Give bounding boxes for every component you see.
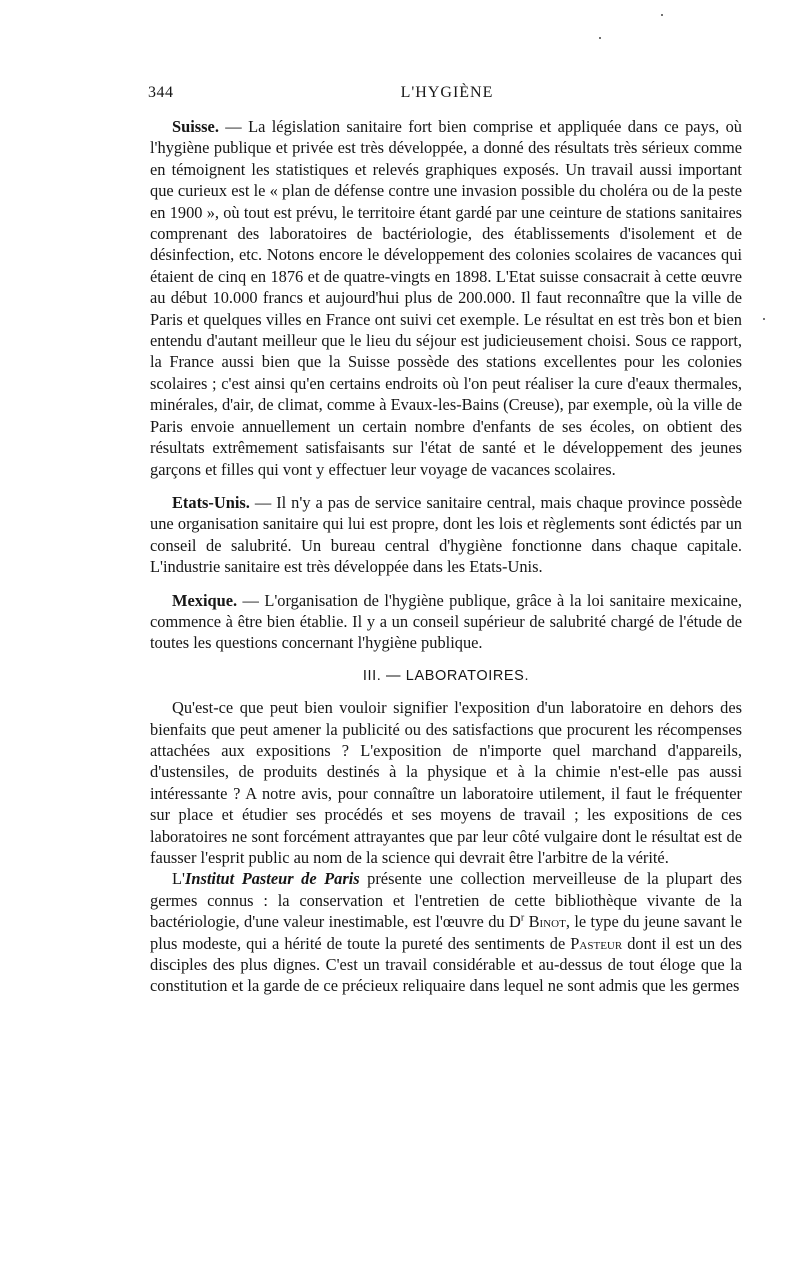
paragraph-text: , le type du jeune savant le plus modeste, qui a hérité de toute la pureté des sentiments de	[150, 912, 742, 953]
page-number: 344	[148, 84, 174, 101]
section-heading: III. — LABORATOIRES.	[362, 667, 530, 684]
country-heading-suisse: Suisse.	[172, 117, 219, 136]
superscript: r	[520, 912, 525, 924]
body-text	[150, 116, 742, 997]
print-speck	[763, 318, 765, 320]
paragraph-suisse	[150, 116, 742, 480]
country-heading-etats-unis: Etats-Unis.	[172, 492, 250, 512]
country-heading-mexique: Mexique.	[172, 590, 238, 610]
paragraph-text: — Il n'y a pas de service sanitaire central, mais chaque province possède une organisation sanitaire qui lui est propre, dont les lois et règlements sont édictés par un conseil de salubrité. Un bureau central d'hygiène fonctionne dans chaque capitale. L'industrie sanitaire est très développée dans les Etats-Unis.	[150, 492, 742, 577]
paragraph-text: dont il est un des disciples des plus dignes. C'est un travail considérable et au-dessus de tout éloge que la constitution et la garde de ce précieux reliquaire dans lequel ne sont admis que les germes	[150, 933, 743, 996]
print-speck	[661, 14, 663, 16]
print-speck	[599, 37, 601, 39]
paragraph-mexique	[150, 590, 742, 654]
person-name-binot: Binot	[524, 912, 566, 932]
paragraph-laboratoires-2	[150, 868, 742, 996]
running-header	[148, 84, 746, 106]
institut-name: Institut Pasteur de Paris	[184, 869, 360, 889]
paragraph-text: L'	[172, 869, 185, 889]
running-title: L'HYGIÈNE	[400, 84, 494, 101]
paragraph-text: présente une collection merveilleuse de la plupart des germes connus : la conservation et l'entretien de cette bibliothèque vivante de la bactériologie, d'une valeur inestimable, est l'œuvre du D	[150, 869, 742, 932]
paragraph-etats-unis	[150, 492, 742, 578]
paragraph-text: — La législation sanitaire fort bien comprise et appliquée dans ce pays, où l'hygiène publique et privée est très développée, a donné des résultats très sérieux comme en témoignent les statistiques et relevés graphiques exposés. Un travail aussi important que curieux est le « plan de défense contre une invasion possible du choléra ou de la peste en 1900 », où tout est prévu, le territoire étant gardé par une ceinture de stations sanitaires comprenant des laboratoires de bactériologie, des établissements d'isolement et de désinfection, etc. Notons encore le développement des colonies scolaires de vacances qui étaient de cinq en 1876 et de quatre-vingts en 1898. L'Etat suisse consacrait à cette œuvre au début 10.000 francs et aujourd'hui plus de 200.000. Il faut reconnaître que la ville de Paris et quelques villes en France ont suivi cet exemple. Le résultat en est très bon et bien entendu d'autant meilleur que le lieu du séjour est judicieusement choisi. Sous ce rapport, la France aussi bien que la Suisse possède des stations excellentes pour les colonies scolaires ; c'est ainsi qu'en certains endroits où l'on peut réaliser la cure d'eaux thermales, minérales, d'air, de climat, comme à Evaux-les-Bains (Creuse), par exemple, où la ville de Paris envoie annuellement un certain nombre d'enfants de ses écoles, on obtient des résultats extrêmement satisfaisants sur l'état de santé et le développement des jeunes garçons et filles qui vont y effectuer leur voyage de vacances scolaires.	[150, 117, 742, 479]
person-name-pasteur: Pasteur	[570, 933, 623, 953]
paragraph-laboratoires-1: Qu'est-ce que peut bien vouloir signifier l'exposition d'un laboratoire en dehors des bienfaits que peut amener la publicité ou des satisfactions que procurent les récompenses attachées aux expositions ? L'exposition de n'importe quel marchand d'appareils, d'ustensiles, de produits destinés à la physique et à la chimie n'est-elle pas aussi intéressante ? A notre avis, pour connaître un laboratoire utilement, il faut le fréquenter sur place et étudier ses procédés et ses moyens de travail ; les expositions de ces laboratoires ne sont forcément attrayantes que par leur côté vulgaire dont le résultat est de fausser l'esprit public au nom de la science qui devrait être l'arbitre de la vérité.	[150, 698, 742, 867]
paragraph-text: — L'organisation de l'hygiène publique, grâce à la loi sanitaire mexicaine, commence à être bien établie. Il y a un conseil supérieur de salubrité chargé de l'étude de toutes les questions concernant l'hygiène publique.	[150, 590, 742, 653]
